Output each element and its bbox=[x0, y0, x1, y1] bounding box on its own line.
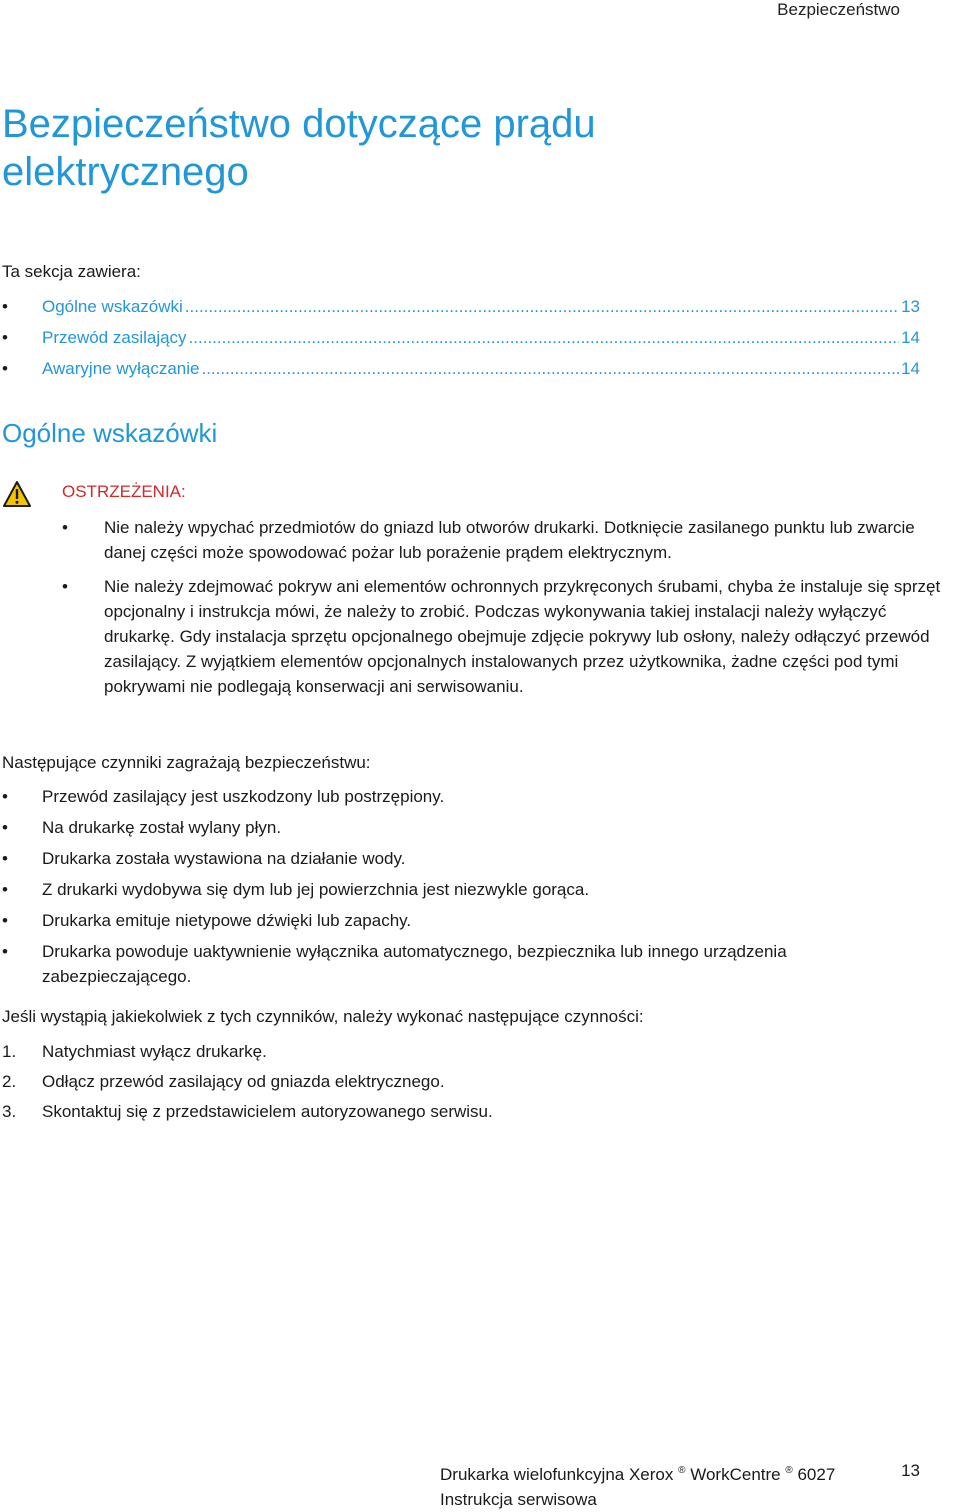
hazard-text: Z drukarki wydobywa się dym lub jej powierzchnia jest niezwykle gorąca. bbox=[42, 880, 590, 899]
table-of-contents bbox=[2, 294, 920, 387]
hazard-list bbox=[2, 784, 902, 995]
warning-label: OSTRZEŻENIA: bbox=[62, 482, 186, 501]
bullet: • bbox=[62, 518, 68, 537]
toc-leader bbox=[201, 356, 899, 382]
toc-item[interactable] bbox=[2, 325, 920, 356]
step-text: Natychmiast wyłącz drukarkę. bbox=[42, 1042, 267, 1061]
hazard-text: Drukarka została wystawiona na działanie wody. bbox=[42, 849, 406, 868]
hazard-item bbox=[2, 784, 902, 809]
footer-doc-type: Instrukcja serwisowa bbox=[440, 1490, 597, 1509]
bullet: • bbox=[2, 942, 8, 961]
hazard-item bbox=[2, 877, 902, 902]
footer-product-name: Drukarka wielofunkcyjna Xerox bbox=[440, 1465, 674, 1484]
step-number: 3. bbox=[2, 1102, 17, 1121]
toc-page-number: 14 bbox=[901, 359, 920, 378]
page-title: Bezpieczeństwo dotyczące prądu elektrycznego bbox=[2, 102, 596, 194]
running-header: Bezpieczeństwo bbox=[777, 0, 900, 19]
hazard-item bbox=[2, 846, 902, 871]
toc-link-label[interactable]: Ogólne wskazówki bbox=[42, 297, 183, 316]
hazard-item bbox=[2, 815, 902, 840]
toc-page-number: 14 bbox=[901, 328, 920, 347]
warning-item bbox=[62, 515, 958, 565]
footer-product-series: WorkCentre bbox=[690, 1465, 781, 1484]
step-text: Odłącz przewód zasilający od gniazda elektrycznego. bbox=[42, 1072, 445, 1091]
toc-leader bbox=[185, 294, 899, 320]
toc-item[interactable] bbox=[2, 294, 920, 325]
warning-item bbox=[62, 574, 958, 699]
bullet: • bbox=[2, 359, 8, 378]
bullet: • bbox=[2, 880, 8, 899]
action-step bbox=[2, 1099, 902, 1124]
bullet: • bbox=[62, 577, 68, 596]
hazard-item bbox=[2, 939, 902, 989]
step-number: 2. bbox=[2, 1072, 17, 1091]
action-list bbox=[2, 1039, 902, 1129]
actions-intro: Jeśli wystąpią jakiekolwiek z tych czynników, należy wykonać następujące czynności: bbox=[2, 1007, 644, 1026]
hazard-text: Przewód zasilający jest uszkodzony lub postrzępiony. bbox=[42, 787, 445, 806]
bullet: • bbox=[2, 818, 8, 837]
toc-leader bbox=[189, 325, 900, 351]
hazard-text: Drukarka powoduje uaktywnienie wyłącznika automatycznego, bezpiecznika lub innego urządzenia zabezpieczającego. bbox=[42, 942, 787, 986]
hazard-item bbox=[2, 908, 902, 933]
bullet: • bbox=[2, 849, 8, 868]
warning-triangle-icon bbox=[2, 480, 32, 508]
hazard-text: Na drukarkę został wylany płyn. bbox=[42, 818, 282, 837]
step-number: 1. bbox=[2, 1042, 17, 1061]
action-step bbox=[2, 1069, 902, 1094]
warning-text: Nie należy zdejmować pokryw ani elementów ochronnych przykręconych śrubami, chyba że instaluje się sprzęt opcjonalny i instrukcja mówi, że należy to zrobić. Podczas wykonywania takiej instalacji należy wyłączyć drukarkę. Gdy instalacja sprzętu opcjonalnego obejmuje zdjęcie pokrywy lub osłony, należy odłączyć przewód zasilający. Z wyjątkiem elementów opcjonalnych instalowanych przez użytkownika, żadne części pod tymi pokrywami nie podlegają konserwacji ani serwisowaniu. bbox=[104, 577, 941, 696]
page-footer bbox=[440, 1458, 920, 1512]
action-step bbox=[2, 1039, 902, 1064]
bullet: • bbox=[2, 911, 8, 930]
warning-list bbox=[62, 515, 958, 708]
section-intro: Ta sekcja zawiera: bbox=[2, 262, 141, 281]
hazard-text: Drukarka emituje nietypowe dźwięki lub zapachy. bbox=[42, 911, 412, 930]
toc-page-number: 13 bbox=[901, 297, 920, 316]
footer-product bbox=[440, 1458, 920, 1487]
footer-model: 6027 bbox=[797, 1465, 836, 1484]
toc-link-label[interactable]: Awaryjne wyłączanie bbox=[42, 359, 200, 378]
registered-mark: ® bbox=[785, 1465, 793, 1476]
registered-mark: ® bbox=[678, 1465, 686, 1476]
step-text: Skontaktuj się z przedstawicielem autoryzowanego serwisu. bbox=[42, 1102, 493, 1121]
toc-link-label[interactable]: Przewód zasilający bbox=[42, 328, 187, 347]
page-number: 13 bbox=[901, 1461, 920, 1480]
toc-item[interactable] bbox=[2, 356, 920, 387]
section-heading: Ogólne wskazówki bbox=[2, 418, 218, 448]
warning-text: Nie należy wpychać przedmiotów do gniazd lub otworów drukarki. Dotknięcie zasilanego punktu lub zwarcie danej części może spowodować pożar lub porażenie prądem elektrycznym. bbox=[104, 518, 915, 562]
bullet: • bbox=[2, 787, 8, 806]
hazards-intro: Następujące czynniki zagrażają bezpieczeństwu: bbox=[2, 753, 371, 772]
bullet: • bbox=[2, 328, 8, 347]
bullet: • bbox=[2, 297, 8, 316]
